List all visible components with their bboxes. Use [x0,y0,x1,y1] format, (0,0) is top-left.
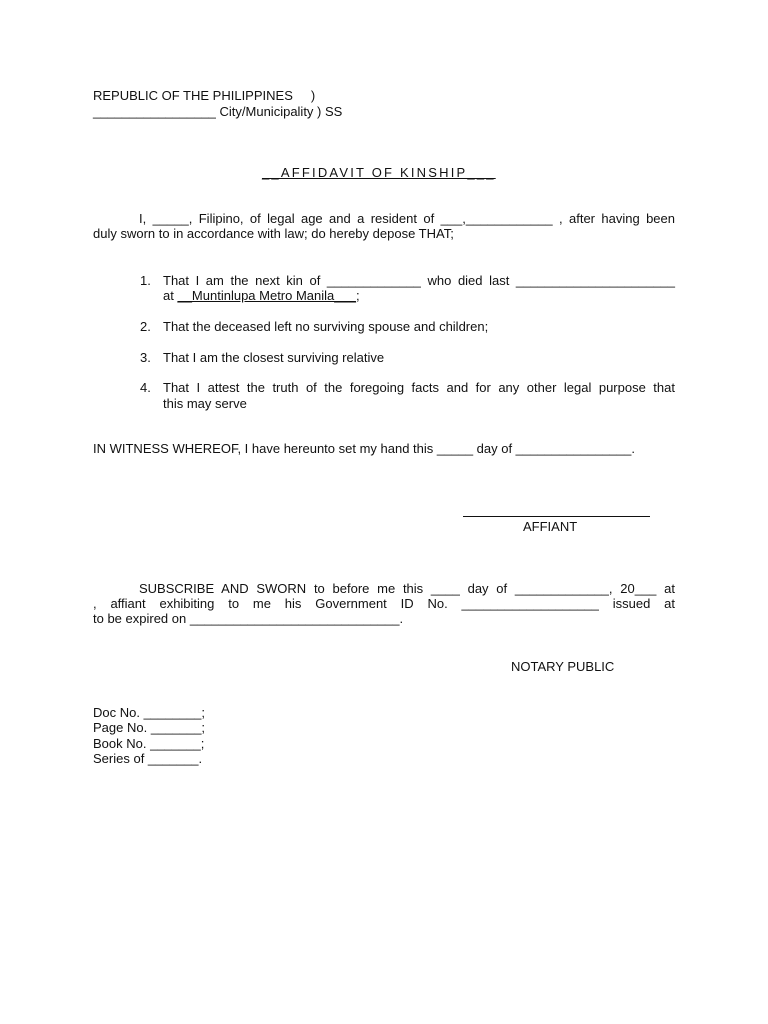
item-2-line-1: That the deceased left no surviving spouse and children; [163,319,489,334]
item-1-line-1: That I am the next kin of _____________ who died last ______________________ [163,273,675,288]
document-title [262,165,508,180]
item-4-number: 4. [140,380,151,395]
item-1-number: 1. [140,273,151,288]
book-number-line: Book No. _______; [93,736,205,751]
intro-line-2: duly sworn to in accordance with law; do hereby depose THAT; [93,226,458,241]
item-1-place-suffix: ; [355,288,360,303]
item-2-number: 2. [140,319,151,334]
document-title-text: __AFFIDAVIT OF KINSHIP___ [262,165,496,180]
item-1-line-2 [163,288,360,303]
subscribe-line-2: , affiant exhibiting to me his Government ID No. ___________________ issued at [93,596,675,611]
subscribe-line-3: to be expired on _____________________________. [93,611,404,626]
republic-line: REPUBLIC OF THE PHILIPPINES ) [93,88,316,103]
intro-line-1: I, _____, Filipino, of legal age and a resident of ___,____________ , after having been [139,211,675,226]
city-municipality-line: _________________ City/Municipality ) SS [93,104,343,119]
item-3-number: 3. [140,350,151,365]
item-1-place-prefix: at [163,288,178,303]
affiant-signature-line [463,516,650,517]
affiant-label: AFFIANT [523,519,578,534]
item-3-line-1: That I am the closest surviving relative [163,350,385,365]
witness-line: IN WITNESS WHEREOF, I have hereunto set my hand this _____ day of ________________. [93,441,635,456]
doc-number-line: Doc No. ________; [93,705,206,720]
page-number-line: Page No. _______; [93,720,206,735]
item-4-line-1: That I attest the truth of the foregoing facts and for any other legal purpose that [163,380,675,395]
series-line: Series of _______. [93,751,203,766]
item-4-line-2: this may serve [163,396,247,411]
subscribe-line-1: SUBSCRIBE AND SWORN to before me this ____ day of _____________, 20___ at [139,581,675,596]
notary-public-label: NOTARY PUBLIC [511,659,615,674]
item-1-place-name: __Muntinlupa Metro Manila___ [177,288,356,303]
